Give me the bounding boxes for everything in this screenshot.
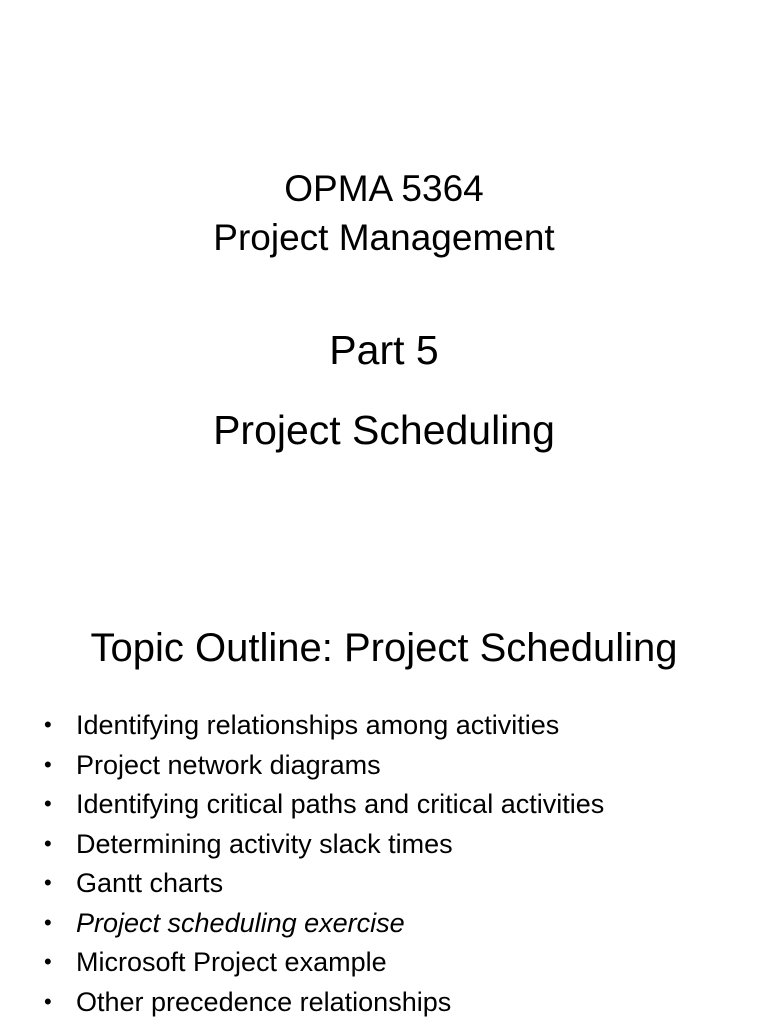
list-item <box>44 712 604 752</box>
list-item <box>44 752 604 792</box>
list-item <box>44 831 604 871</box>
list-item <box>44 791 604 831</box>
list-item-text: Gantt charts <box>76 868 223 898</box>
bullet-icon: • <box>44 951 52 973</box>
bullet-icon: • <box>44 714 52 736</box>
list-item-text: Other precedence relationships <box>76 987 451 1017</box>
outline-title: Topic Outline: Project Scheduling <box>0 628 768 668</box>
course-code: OPMA 5364 <box>0 170 768 207</box>
list-item-text: Microsoft Project example <box>76 947 387 977</box>
list-item <box>44 989 604 1028</box>
list-item-text: Identifying relationships among activities <box>76 710 559 740</box>
list-item <box>44 870 604 910</box>
bullet-icon: • <box>44 833 52 855</box>
outline-slide <box>0 560 768 1024</box>
bullet-icon: • <box>44 872 52 894</box>
bullet-icon: • <box>44 912 52 934</box>
list-item-text: Determining activity slack times <box>76 829 453 859</box>
list-item-text: Identifying critical paths and critical activities <box>76 789 604 819</box>
part-title: Project Scheduling <box>0 410 768 451</box>
bullet-icon: • <box>44 991 52 1013</box>
list-item-text: Project scheduling exercise <box>76 908 405 938</box>
list-item <box>44 949 604 989</box>
topic-list <box>44 712 604 1028</box>
bullet-icon: • <box>44 793 52 815</box>
list-item-text: Project network diagrams <box>76 750 381 780</box>
list-item <box>44 910 604 950</box>
part-label: Part 5 <box>0 330 768 371</box>
bullet-icon: • <box>44 754 52 776</box>
course-name: Project Management <box>0 219 768 256</box>
